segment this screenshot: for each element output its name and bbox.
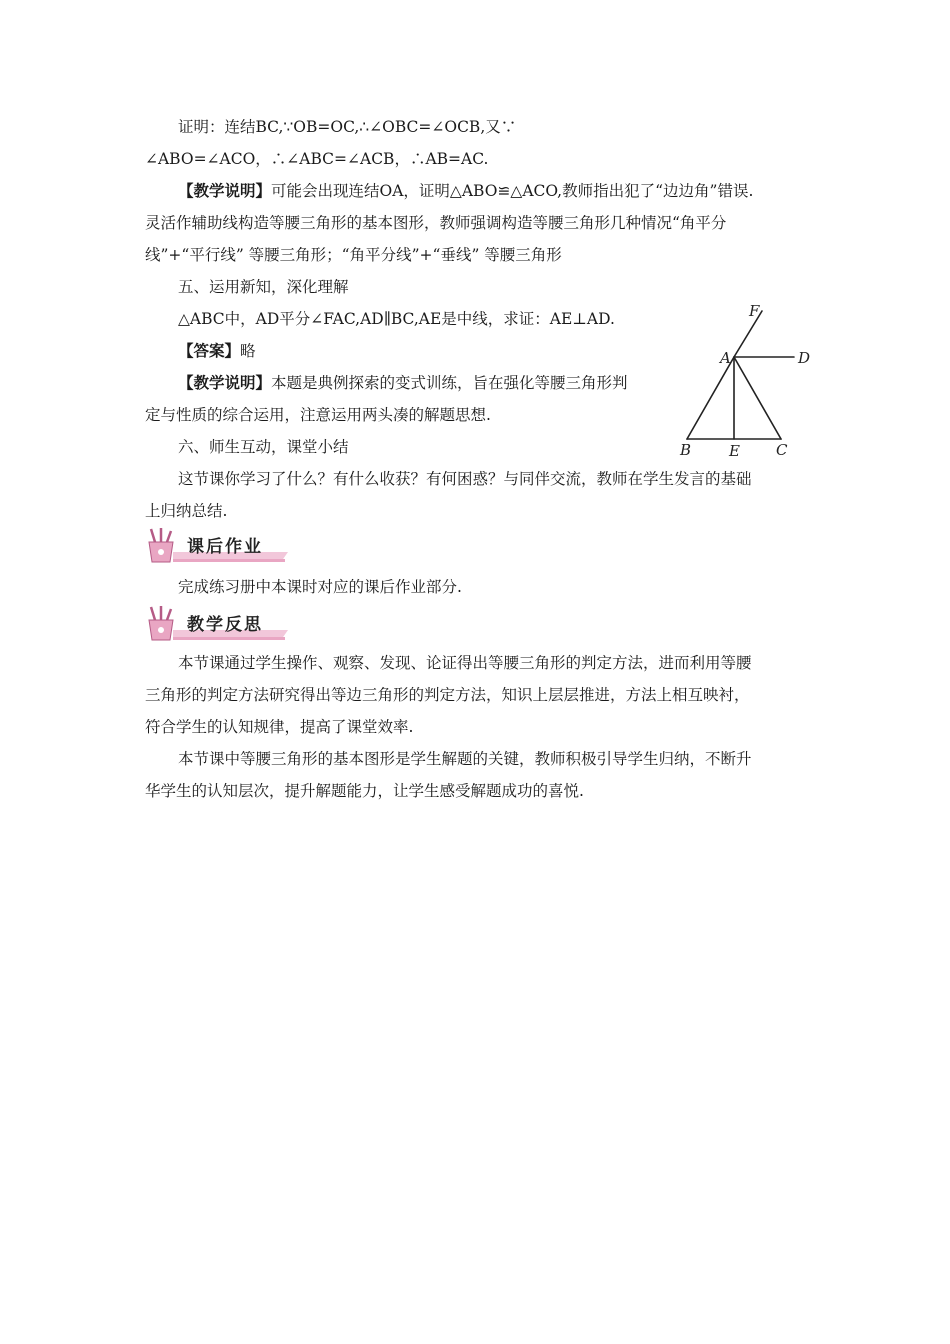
reflection-banner-title: 教学反思 — [187, 615, 263, 635]
proof-line-2: ∠ABO=∠ACO，∴∠ABC=∠ACB，∴AB=AC. — [145, 150, 489, 168]
reflection-p1-line-3: 符合学生的认知规律，提高了课堂效率. — [145, 718, 414, 736]
point-label-B: B — [680, 441, 692, 459]
teaching-note-1-line-2: 灵活作辅助线构造等腰三角形的基本图形，教师强调构造等腰三角形几种情况“角平分 — [145, 214, 727, 232]
point-label-C: C — [776, 441, 788, 459]
reflection-p1-line-1: 本节课通过学生操作、观察、发现、论证得出等腰三角形的判定方法，进而利用等腰 — [178, 654, 752, 672]
section-6-heading: 六、师生互动，课堂小结 — [178, 438, 349, 456]
segment-AB — [687, 357, 734, 439]
proof-line-1: 证明：连结BC,∵OB=OC,∴∠OBC=∠OCB,又∵ — [178, 118, 517, 136]
teaching-note-1-line-1 — [178, 180, 753, 202]
reflection-p2-line-2: 华学生的认知层次，提升解题能力，让学生感受解题成功的喜悦. — [145, 782, 584, 800]
section-5-problem: △ABC中，AD平分∠FAC,AD∥BC,AE是中线，求证：AE⊥AD. — [178, 310, 615, 328]
section-6-line-2: 上归纳总结. — [145, 502, 228, 520]
point-label-A: A — [720, 349, 731, 367]
answer-text: 略 — [240, 342, 256, 360]
reflection-banner — [143, 604, 293, 642]
teaching-note-2-line-2: 定与性质的综合运用，注意运用两头凑的解题思想. — [145, 406, 491, 424]
answer-line — [178, 340, 256, 362]
segment-AC — [734, 357, 781, 439]
teaching-note-2-text: 本题是典例探索的变式训练，旨在强化等腰三角形判 — [271, 374, 628, 392]
section-6-line-1: 这节课你学习了什么？有什么收获？有何困惑？与同伴交流，教师在学生发言的基础 — [178, 470, 752, 488]
teaching-note-1-line-3: 线”+“平行线” 等腰三角形；“角平分线”+“垂线” 等腰三角形 — [145, 246, 562, 264]
answer-label: 【答案】 — [178, 341, 241, 360]
homework-banner — [143, 526, 293, 564]
triangle-figure — [672, 298, 822, 463]
homework-banner-title: 课后作业 — [187, 537, 263, 557]
section-5-heading: 五、运用新知，深化理解 — [178, 278, 349, 296]
reflection-p2-line-1: 本节课中等腰三角形的基本图形是学生解题的关键，教师积极引导学生归纳，不断升 — [178, 750, 752, 768]
point-label-D: D — [798, 349, 811, 367]
point-label-E: E — [729, 442, 740, 460]
point-label-F: F — [749, 302, 760, 320]
homework-text: 完成练习册中本课时对应的课后作业部分. — [178, 578, 462, 596]
reflection-p1-line-2: 三角形的判定方法研究得出等边三角形的判定方法，知识上层层推进，方法上相互映衬， — [145, 686, 750, 704]
teaching-note-2-label: 【教学说明】 — [178, 373, 272, 392]
teaching-note-text: 可能会出现连结OA，证明△ABO≌△ACO,教师指出犯了“边边角”错误. — [271, 182, 754, 200]
teaching-note-label: 【教学说明】 — [178, 181, 272, 200]
teaching-note-2-line-1 — [178, 372, 628, 394]
